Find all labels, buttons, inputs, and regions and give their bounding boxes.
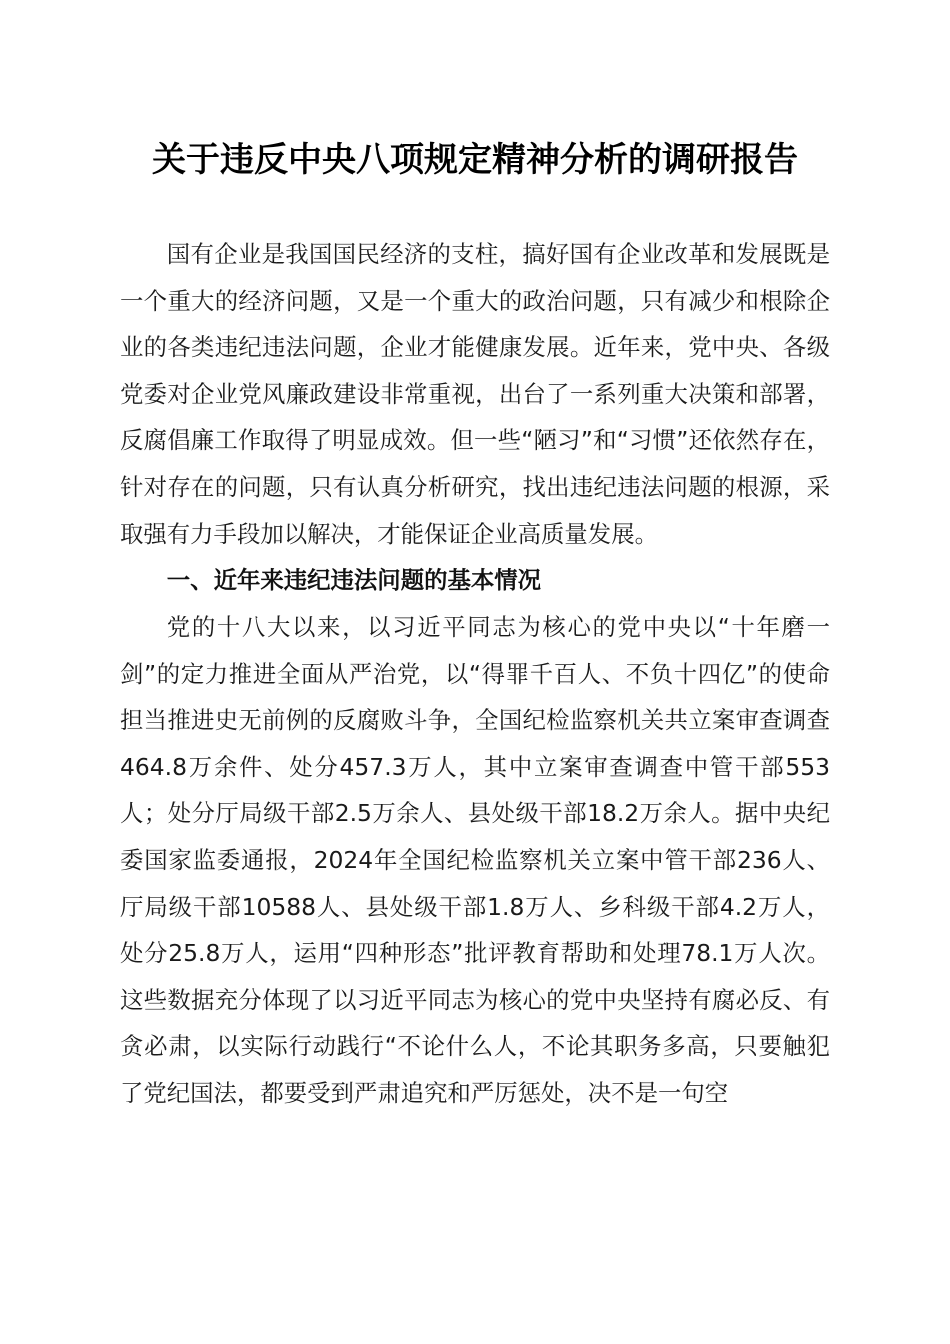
section-1-header — [120, 557, 830, 604]
intro-section — [120, 231, 830, 557]
document-title: 关于违反中央八项规定精神分析的调研报告 — [152, 140, 798, 180]
section-1-paragraph: 党的十八大以来，以习近平同志为核心的党中央以“十年磨一剑”的定力推进全面从严治党，以“得罪千百人、不负十四亿”的使命担当推进史无前例的反腐败斗争，全国纪检监察机关共立案审查调查464.8万余件、处分457.3万人，其中立案审查调查中管干部553人；处分厅局级干部2.5万余人、县处级干部18.2万余人。据中央纪委国家监委通报，2024年全国纪检监察机关立案中管干部236人、厅局级干部10588人、县处级干部1.8万人、乡科级干部4.2万人，处分25.8万人，运用“四种形态”批评教育帮助和处理78.1万人次。这些数据充分体现了以习近平同志为核心的党中央坚持有腐必反、有贪必肃，以实际行动践行“不论什么人，不论其职务多高，只要触犯了党纪国法，都要受到严肃追究和严厉惩处，决不是一句空 — [120, 613, 830, 1107]
section-1-body — [120, 604, 830, 1117]
intro-paragraph: 国有企业是我国国民经济的支柱，搞好国有企业改革和发展既是一个重大的经济问题，又是一个重大的政治问题，只有减少和根除企业的各类违纪违法问题，企业才能健康发展。近年来，党中央、各级党委对企业党风廉政建设非常重视，出台了一系列重大决策和部署，反腐倡廉工作取得了明显成效。但一些“陋习”和“习惯”还依然存在，针对存在的问题，只有认真分析研究，找出违纪违法问题的根源，采取强有力手段加以解决，才能保证企业高质量发展。 — [120, 240, 830, 548]
section-1-heading: 一、近年来违纪违法问题的基本情况 — [166, 566, 542, 594]
